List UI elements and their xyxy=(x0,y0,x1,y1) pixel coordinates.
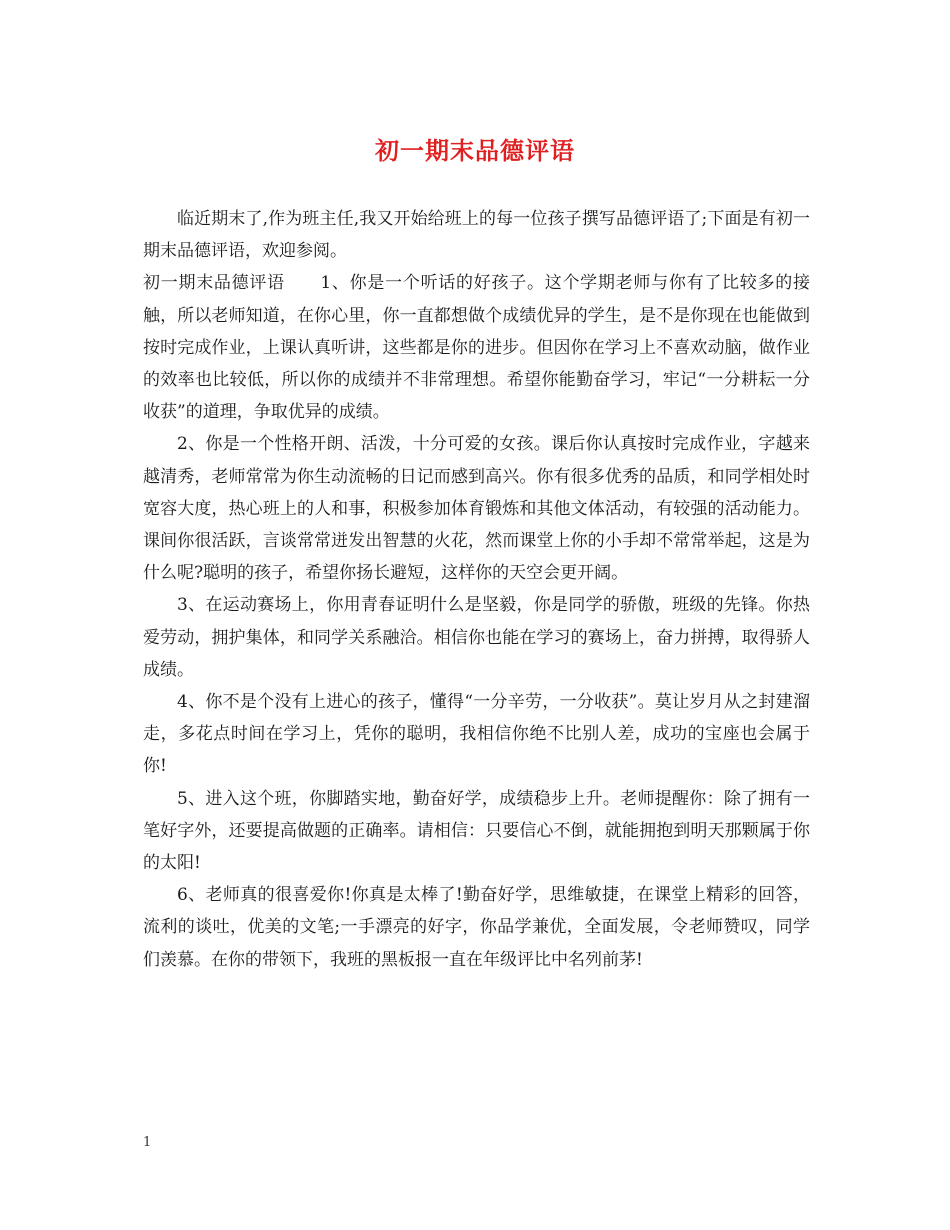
intro-paragraph: 临近期末了,作为班主任,我又开始给班上的每一位孩子撰写品德评语了;下面是有初一期末品德评语，欢迎参阅。 xyxy=(143,209,810,262)
document-title: 初一期末品德评语 xyxy=(375,136,575,165)
page-number: 1 xyxy=(143,1135,152,1150)
comment-paragraph-3: 3、在运动赛场上，你用青春证明什么是坚毅，你是同学的骄傲，班级的先锋。你热爱劳动，拥护集体，和同学关系融洽。相信你也能在学习的赛场上，奋力拼搏，取得骄人成绩。 xyxy=(143,595,810,680)
comment-paragraph-6: 6、老师真的很喜爱你!你真是太棒了!勤奋好学，思维敏捷，在课堂上精彩的回答，流利的谈吐，优美的文笔;一手漂亮的好字，你品学兼优，全面发展，令老师赞叹，同学们羡慕。在你的带领下，我班的黑板报一直在年级评比中名列前茅! xyxy=(143,885,810,970)
comment-paragraph-4: 4、你不是个没有上进心的孩子，懂得“一分辛劳，一分收获”。莫让岁月从之封建溜走，多花点时间在学习上，凭你的聪明，我相信你绝不比别人差，成功的宝座也会属于你! xyxy=(143,692,810,777)
comment-paragraph-1: 初一期末品德评语 1、你是一个听话的好孩子。这个学期老师与你有了比较多的接触，所以老师知道，在你心里，你一直都想做个成绩优异的学生，是不是你现在也能做到按时完成作业，上课认真听讲，这些都是你的进步。但因你在学习上不喜欢动脑，做作业的效率也比较低，所以你的成绩并不非常理想。希望你能勤奋学习，牢记“一分耕耘一分收获”的道理，争取优异的成绩。 xyxy=(143,273,810,423)
document-body xyxy=(143,203,810,976)
comment-paragraph-5: 5、进入这个班，你脚踏实地，勤奋好学，成绩稳步上升。老师提醒你：除了拥有一笔好字外，还要提高做题的正确率。请相信：只要信心不倒，就能拥抱到明天那颗属于你的太阳! xyxy=(143,788,810,874)
comment-paragraph-2: 2、你是一个性格开朗、活泼，十分可爱的女孩。课后你认真按时完成作业，字越来越清秀，老师常常为你生动流畅的日记而感到高兴。你有很多优秀的品质，和同学相处时宽容大度，热心班上的人和事，积极参加体育锻炼和其他文体活动，有较强的活动能力。课间你很活跃，言谈常常迸发出智慧的火花，然而课堂上你的小手却不常常举起，这是为什么呢?聪明的孩子，希望你扬长避短，这样你的天空会更开阔。 xyxy=(143,434,810,584)
